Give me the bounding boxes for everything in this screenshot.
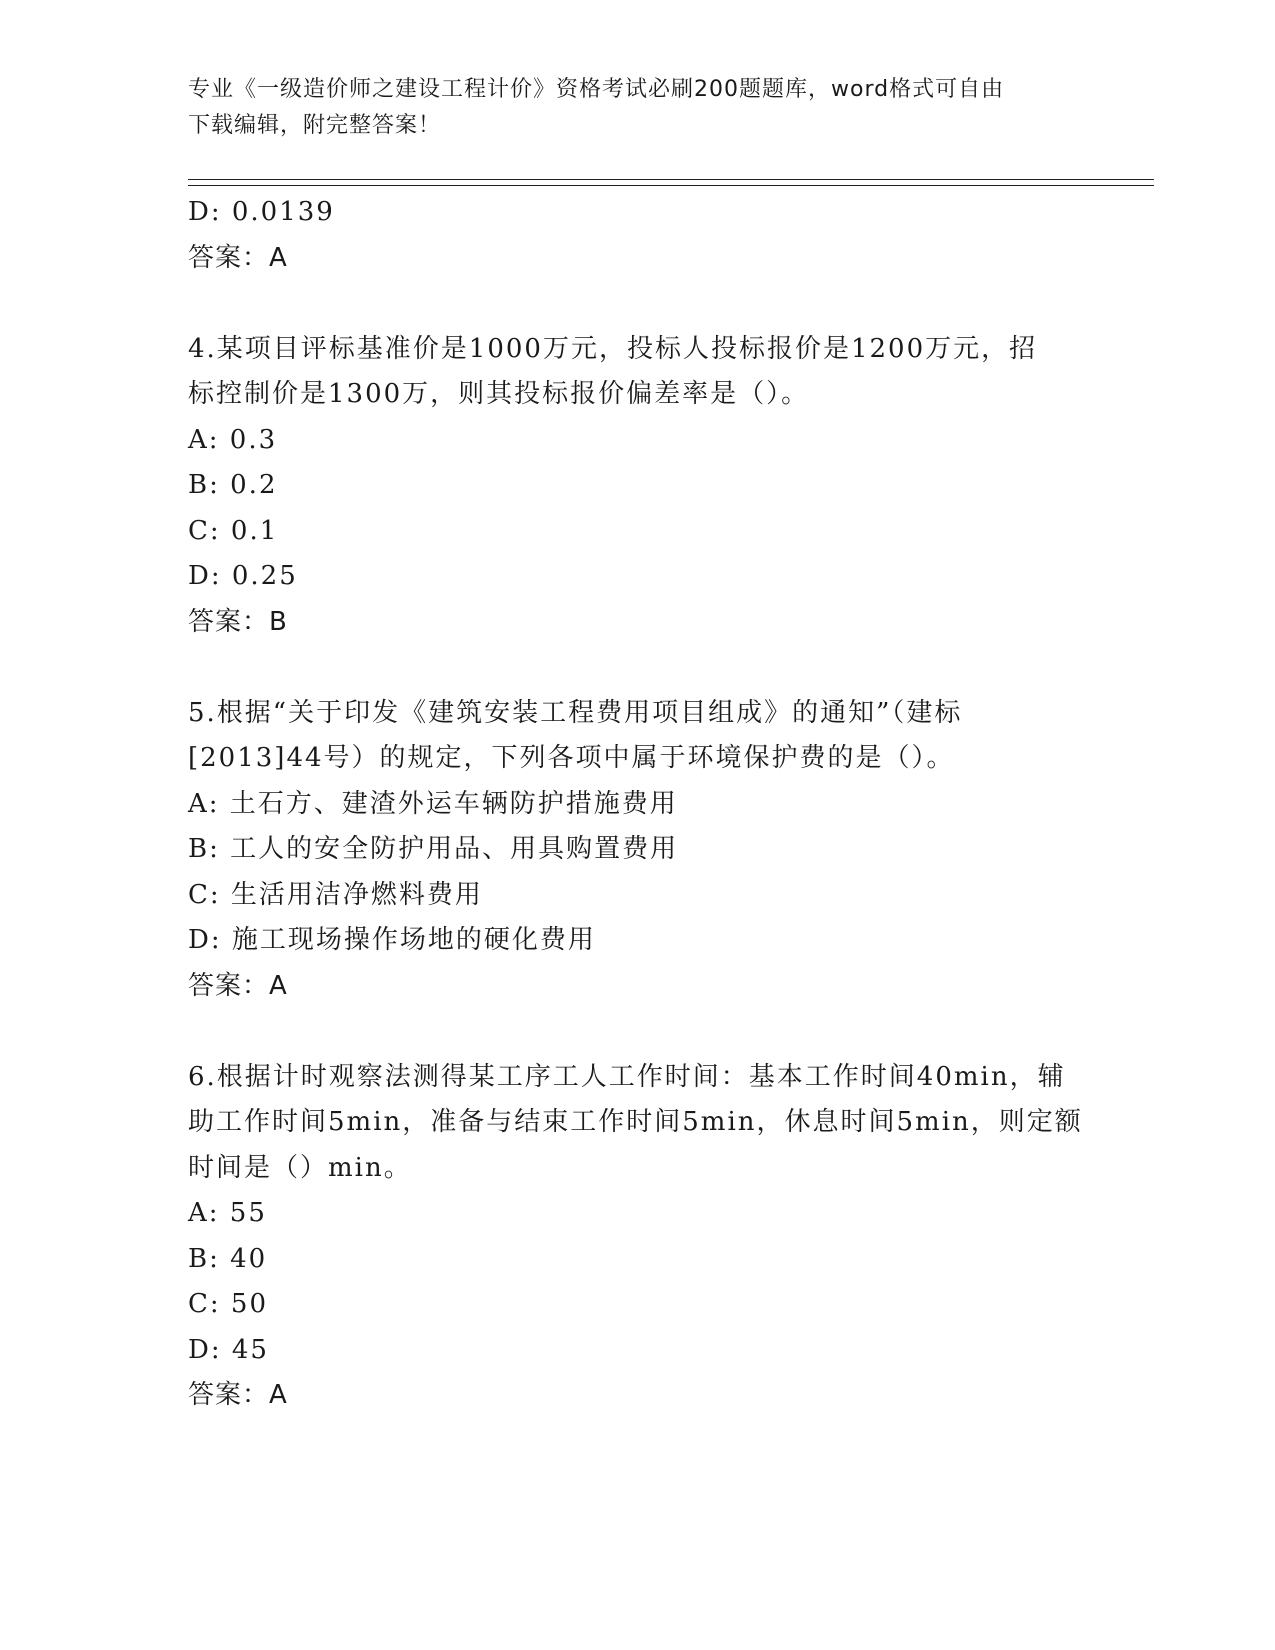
question-line: 助工作时间5min，准备与结束工作时间5min，休息时间5min，则定额 [188, 1107, 1083, 1137]
question-line: 5.根据“关于印发《建筑安装工程费用项目组成》的通知”（建标 [188, 697, 963, 728]
option-b: B: 40 [188, 1243, 268, 1274]
header-divider-top [188, 179, 1154, 180]
header-line-2: 下载编辑，附完整答案！ [188, 113, 442, 138]
question-block [188, 691, 1088, 1010]
option-b: B: 0.2 [188, 470, 278, 500]
option-c: C: 生活用洁净燃料费用 [188, 879, 483, 910]
question-line: 标控制价是1300万，则其投标报价偏差率是（）。 [188, 379, 810, 409]
question-list [188, 190, 1088, 1419]
option-d: D: 施工现场操作场地的硬化费用 [188, 925, 596, 955]
question-line: 6.根据计时观察法测得某工序工人工作时间：基本工作时间40min，辅 [188, 1061, 1066, 1092]
question-line: 4.某项目评标基准价是1000万元，投标人投标报价是1200万元，招 [188, 333, 1038, 364]
option-a: A: 土石方、建渣外运车辆防护措施费用 [188, 788, 678, 819]
question-text [188, 1055, 1088, 1192]
answer-label: 答案：A [188, 1380, 288, 1410]
question-line: [2013]44号）的规定，下列各项中属于环境保护费的是（）。 [188, 743, 955, 773]
option-d: D: 0.25 [188, 561, 298, 591]
option-c: C: 50 [188, 1289, 269, 1319]
answer-label: 答案：B [188, 606, 288, 637]
question-text [188, 691, 1088, 782]
header-line-1: 专业《一级造价师之建设工程计价》资格考试必刷200题题库，word格式可自由 [188, 77, 1005, 102]
option-b: B: 工人的安全防护用品、用具购置费用 [188, 834, 679, 864]
option-c: C: 0.1 [188, 515, 279, 546]
question-line: 时间是（）min。 [188, 1152, 412, 1183]
header-divider-bottom [188, 185, 1154, 186]
answer-label: 答案：A [188, 242, 288, 273]
page-header [188, 72, 1088, 144]
question-text [188, 327, 1088, 418]
question-block [188, 327, 1088, 646]
option-a: A: 0.3 [188, 424, 278, 455]
question-block [188, 1055, 1088, 1419]
answer-label: 答案：A [188, 970, 288, 1001]
option-a: A: 55 [188, 1198, 267, 1228]
option-d: D: 45 [188, 1334, 269, 1365]
option-d: D: 0.0139 [188, 197, 335, 227]
